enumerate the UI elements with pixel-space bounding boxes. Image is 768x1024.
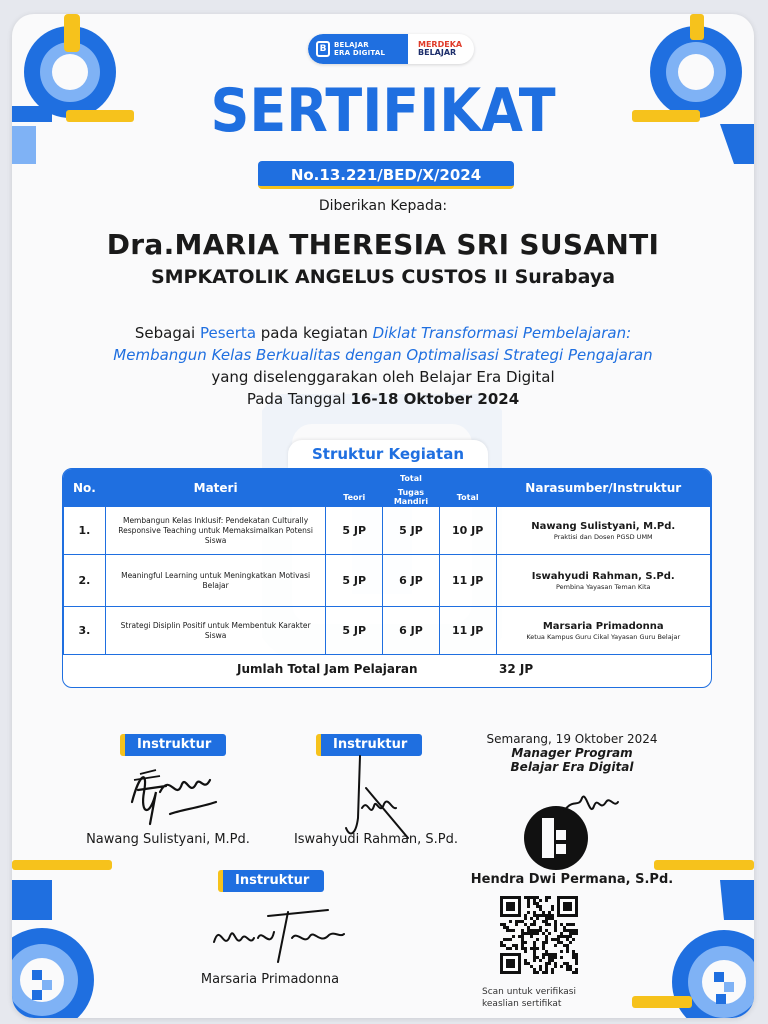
logo-belajar-text: BELAJAR bbox=[334, 41, 369, 49]
desc-text: pada kegiatan bbox=[256, 324, 373, 342]
date-prefix: Pada Tanggal bbox=[246, 390, 351, 408]
table-row bbox=[64, 607, 711, 655]
signature-name-3: Marsaria Primadonna bbox=[200, 972, 340, 987]
certificate-title: SERTIFIKAT bbox=[210, 76, 556, 146]
signature-nawang-icon bbox=[120, 762, 230, 832]
belajar-text: BELAJAR bbox=[418, 48, 457, 57]
manager-name: Hendra Dwi Permana, S.Pd. bbox=[470, 872, 674, 887]
recipient-school: SMPKATOLIK ANGELUS CUSTOS II Surabaya bbox=[150, 266, 616, 288]
row-materi: Membangun Kelas Inklusif: Pendekatan Culturally Responsive Teaching untuk Memaksimalkan Potensi Siswa bbox=[105, 507, 326, 555]
participant-role: Peserta bbox=[199, 324, 257, 342]
merdeka-belajar-logo bbox=[408, 41, 462, 57]
row-total: 11 JP bbox=[439, 607, 496, 655]
row-no: 3. bbox=[64, 607, 106, 655]
row-total: 11 JP bbox=[439, 555, 496, 607]
row-teori: 5 JP bbox=[326, 555, 383, 607]
narasumber-name: Iswahyudi Rahman, S.Pd. bbox=[531, 570, 675, 582]
activity-structure-table bbox=[62, 468, 712, 688]
header-materi: Materi bbox=[105, 470, 326, 507]
logo-era-text: ERA DIGITAL bbox=[334, 49, 386, 57]
narasumber-name: Marsaria Primadonna bbox=[542, 620, 664, 632]
signature-marsaria-icon bbox=[208, 902, 348, 968]
total-hours-value: 32 JP bbox=[499, 662, 534, 676]
table-row bbox=[64, 555, 711, 607]
corner-decoration-bottom-left-icon bbox=[12, 860, 142, 1018]
manager-title-1: Manager Program bbox=[511, 746, 633, 760]
row-narasumber bbox=[496, 507, 710, 555]
header-no: No. bbox=[64, 470, 106, 507]
row-total: 10 JP bbox=[439, 507, 496, 555]
header-total: Total bbox=[439, 488, 496, 507]
event-subtitle: Membangun Kelas Berkualitas dengan Optimalisasi Strategi Pengajaran bbox=[113, 346, 653, 364]
header-total-group: Total bbox=[326, 470, 496, 488]
instructor-tag-1: Instruktur bbox=[120, 734, 226, 756]
row-teori: 5 JP bbox=[326, 607, 383, 655]
row-tugas: 6 JP bbox=[383, 555, 440, 607]
row-tugas: 5 JP bbox=[383, 507, 440, 555]
event-date: 16-18 Oktober 2024 bbox=[350, 390, 520, 408]
table-row bbox=[64, 507, 711, 555]
row-no: 1. bbox=[64, 507, 106, 555]
instructor-tag-2: Instruktur bbox=[316, 734, 422, 756]
organizer-text: yang diselenggarakan oleh Belajar Era Digital bbox=[211, 368, 555, 386]
belajar-era-digital-logo bbox=[308, 34, 408, 64]
row-teori: 5 JP bbox=[326, 507, 383, 555]
scan-line-1: Scan untuk verifikasi bbox=[482, 987, 576, 997]
header-narasumber: Narasumber/Instruktur bbox=[496, 470, 710, 507]
row-materi: Meaningful Learning untuk Meningkatkan Motivasi Belajar bbox=[105, 555, 326, 607]
row-materi: Strategi Disiplin Positif untuk Membentuk Karakter Siswa bbox=[105, 607, 326, 655]
program-logo bbox=[308, 34, 474, 64]
row-narasumber bbox=[496, 555, 710, 607]
narasumber-role: Pembina Yayasan Teman Kita bbox=[555, 582, 651, 591]
scan-line-2: keaslian sertifikat bbox=[482, 999, 562, 1009]
narasumber-role: Ketua Kampus Guru Cikal Yayasan Guru Belajar bbox=[526, 632, 681, 641]
bed-logo-icon: B bbox=[316, 41, 330, 57]
header-tugas: Tugas Mandiri bbox=[383, 488, 440, 507]
total-hours-row bbox=[63, 651, 711, 687]
structure-label: Struktur Kegiatan bbox=[288, 440, 488, 468]
manager-stamp-signature-icon bbox=[520, 788, 630, 874]
signature-name-2: Iswahyudi Rahman, S.Pd. bbox=[293, 832, 459, 847]
certificate-description bbox=[12, 322, 754, 410]
given-to-label: Diberikan Kepada: bbox=[318, 198, 448, 214]
narasumber-role: Praktisi dan Dosen PGSD UMM bbox=[553, 532, 653, 541]
narasumber-name: Nawang Sulistyani, M.Pd. bbox=[531, 520, 676, 532]
event-title: Diklat Transformasi Pembelajaran: bbox=[372, 324, 632, 342]
total-hours-label: Jumlah Total Jam Pelajaran bbox=[237, 662, 418, 676]
certificate-number: No.13.221/BED/X/2024 bbox=[258, 161, 514, 189]
issuance-block bbox=[464, 732, 680, 774]
row-no: 2. bbox=[64, 555, 106, 607]
merdeka-text: MERDEKA bbox=[418, 40, 463, 49]
recipient-name: Dra.MARIA THERESIA SRI SUSANTI bbox=[106, 228, 660, 261]
place-date: Semarang, 19 Oktober 2024 bbox=[486, 732, 658, 746]
signature-name-1: Nawang Sulistyani, M.Pd. bbox=[86, 832, 250, 847]
row-narasumber bbox=[496, 607, 710, 655]
desc-text: Sebagai bbox=[134, 324, 200, 342]
qr-code-icon[interactable] bbox=[500, 896, 578, 974]
instructor-tag-3: Instruktur bbox=[218, 870, 324, 892]
header-teori: Teori bbox=[326, 488, 383, 507]
row-tugas: 6 JP bbox=[383, 607, 440, 655]
manager-title-2: Belajar Era Digital bbox=[510, 760, 634, 774]
certificate bbox=[12, 14, 754, 1018]
scan-caption bbox=[482, 986, 576, 1010]
